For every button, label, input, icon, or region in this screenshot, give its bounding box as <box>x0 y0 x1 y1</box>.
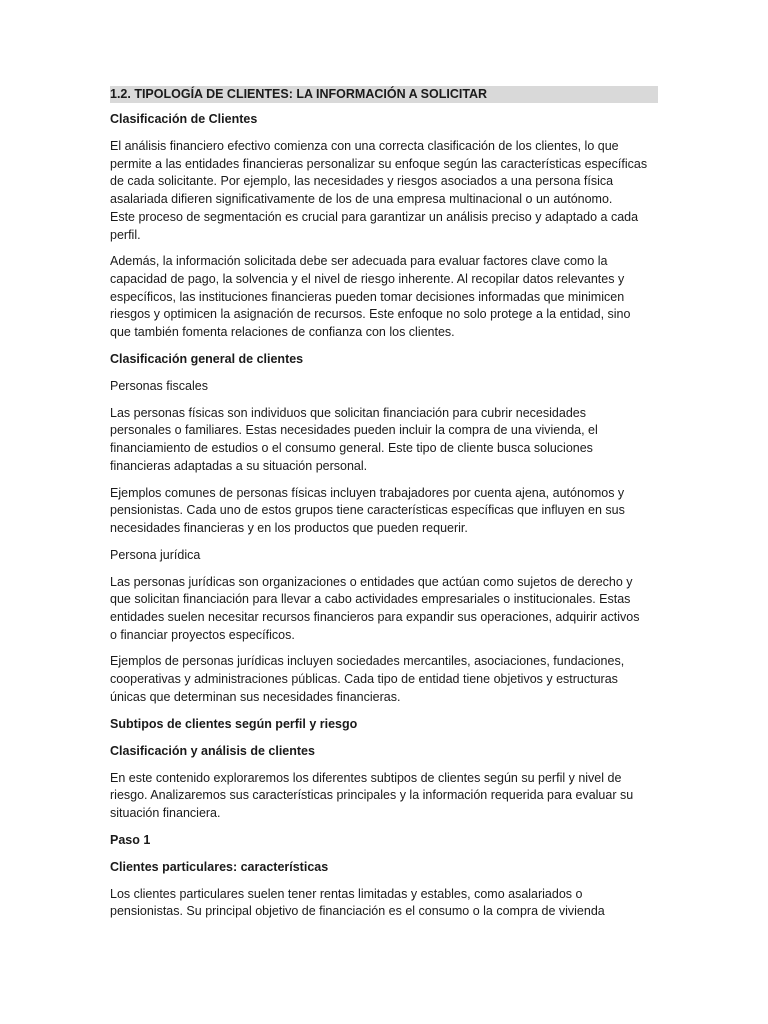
paragraph-particulares <box>110 886 658 921</box>
text-line: capacidad de pago, la solvencia y el nivel de riesgo inherente. Al recopilar datos relevantes y <box>110 271 625 286</box>
paragraph-ejemplos-juridicas <box>110 653 658 706</box>
heading-clientes-particulares: Clientes particulares: características <box>110 859 329 874</box>
text-line: situación financiera. <box>110 805 221 820</box>
text-line: asalariada difieren significativamente de los de una empresa multinacional o un autónomo. <box>110 192 613 207</box>
text-line: personales o familiares. Estas necesidades pueden incluir la compra de una vivienda, el <box>110 423 598 438</box>
heading-clasificacion-general: Clasificación general de clientes <box>110 351 304 366</box>
text-line: o financiar proyectos específicos. <box>110 627 295 642</box>
text-line: Ejemplos de personas jurídicas incluyen sociedades mercantiles, asociaciones, fundaciones, <box>110 654 625 669</box>
paragraph-intro <box>110 138 658 244</box>
heading-subtipos: Subtipos de clientes según perfil y riesgo <box>110 716 358 731</box>
text-line: específicos, las instituciones financieras pueden tomar decisiones informadas que minimicen <box>110 289 625 304</box>
heading-personas-fiscales: Personas fiscales <box>110 378 208 393</box>
text-line: financiamiento de estudios o el consumo general. Este tipo de cliente busca soluciones <box>110 441 593 456</box>
paragraph-exploraremos <box>110 770 658 823</box>
text-line: En este contenido exploraremos los diferentes subtipos de clientes según su perfil y nivel de <box>110 770 622 785</box>
paragraph-personas-juridicas <box>110 574 658 645</box>
text-line: riesgos y optimicen la asignación de recursos. Este enfoque no solo protege a la entidad, sino <box>110 307 631 322</box>
text-line: Los clientes particulares suelen tener rentas limitadas y estables, como asalariados o <box>110 886 583 901</box>
paragraph-informacion <box>110 253 658 342</box>
text-line: Las personas físicas son individuos que solicitan financiación para cubrir necesidades <box>110 405 586 420</box>
section-title: 1.2. TIPOLOGÍA DE CLIENTES: LA INFORMACIÓN A SOLICITAR <box>110 86 658 103</box>
text-line: entidades suelen necesitar recursos financieros para expandir sus operaciones, adquirir activos <box>110 610 640 625</box>
text-line: Ejemplos comunes de personas físicas incluyen trabajadores por cuenta ajena, autónomos y <box>110 485 625 500</box>
text-line: que solicitan financiación para llevar a cabo actividades empresariales o institucionales. Estas <box>110 592 631 607</box>
heading-paso-1: Paso 1 <box>110 832 151 847</box>
paragraph-ejemplos-fisicas <box>110 485 658 538</box>
text-line: únicas que determinan sus necesidades financieras. <box>110 689 401 704</box>
text-line: cooperativas y administraciones públicas. Cada tipo de entidad tiene objetivos y estructuras <box>110 672 618 687</box>
paragraph-personas-fisicas <box>110 405 658 476</box>
text-line: pensionistas. Su principal objetivo de financiación es el consumo o la compra de vivienda <box>110 904 605 919</box>
text-line: que también fomenta relaciones de confianza con los clientes. <box>110 325 455 340</box>
text-line: Este proceso de segmentación es crucial para garantizar un análisis preciso y adaptado a cada <box>110 209 639 224</box>
text-line: El análisis financiero efectivo comienza con una correcta clasificación de los clientes, lo que <box>110 139 619 153</box>
heading-persona-juridica: Persona jurídica <box>110 547 201 562</box>
text-line: de cada solicitante. Por ejemplo, las necesidades y riesgos asociados a una persona física <box>110 174 614 189</box>
text-line: pensionistas. Cada uno de estos grupos tiene características específicas que influyen en sus <box>110 503 625 518</box>
text-line: permite a las entidades financieras personalizar su enfoque según las características específicas <box>110 156 648 171</box>
document-page <box>110 86 658 930</box>
text-line: financieras adaptadas a su situación personal. <box>110 458 368 473</box>
text-line: necesidades financieras y en los productos que pueden requerir. <box>110 520 468 535</box>
text-line: Además, la información solicitada debe ser adecuada para evaluar factores clave como la <box>110 254 608 269</box>
text-line: riesgo. Analizaremos sus características principales y la información requerida para evaluar su <box>110 788 634 803</box>
heading-analisis: Clasificación y análisis de clientes <box>110 743 315 758</box>
heading-clasificacion-clientes: Clasificación de Clientes <box>110 112 258 126</box>
text-line: perfil. <box>110 227 141 242</box>
text-line: Las personas jurídicas son organizaciones o entidades que actúan como sujetos de derecho y <box>110 574 633 589</box>
